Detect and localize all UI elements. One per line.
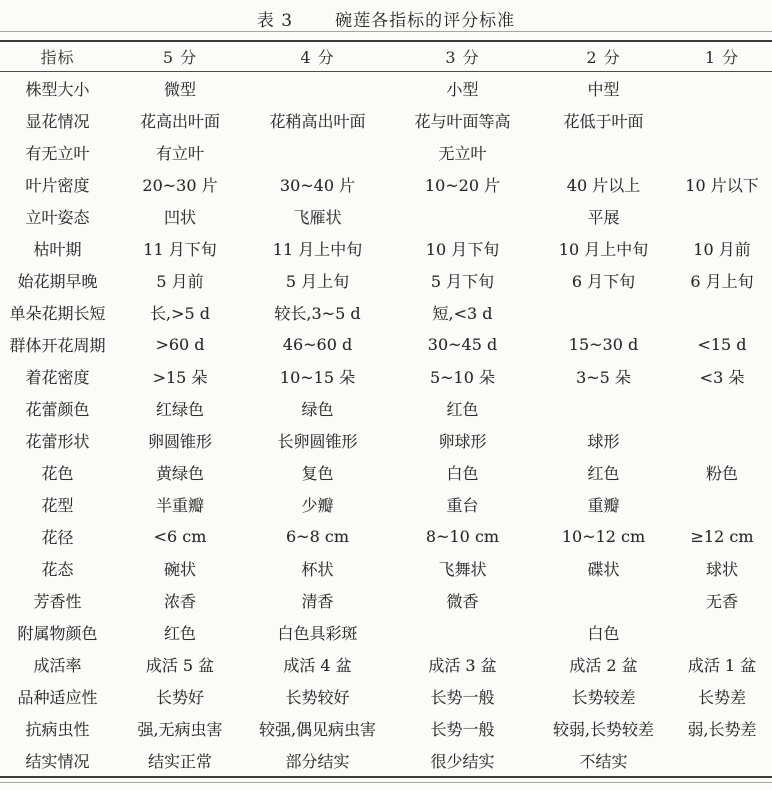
table-row: [0, 264, 772, 296]
table-row: [0, 168, 772, 200]
indicator-label: 结实情况: [25, 751, 90, 771]
table-row: [0, 392, 772, 424]
score-cell: 10~12 cm: [561, 526, 646, 546]
score-cell: [672, 72, 772, 105]
score-cell: 微型: [163, 79, 196, 99]
indicator-label: 品种适应性: [17, 687, 98, 707]
indicator-label: 花型: [41, 495, 74, 515]
indicator-label: 芳香性: [33, 591, 82, 611]
score-cell: 5~10 朵: [429, 367, 496, 387]
score-cell: 8~10 cm: [425, 526, 500, 546]
score-cell: 长势较差: [571, 687, 636, 707]
indicator-label: 成活率: [33, 655, 82, 675]
score-cell: 无立叶: [438, 143, 487, 163]
score-cell: [390, 200, 535, 232]
score-cell: 10 月前: [693, 239, 751, 259]
score-cell: 凹状: [163, 207, 196, 227]
score-cell: >60 d: [155, 334, 205, 354]
score-cell: 长势较好: [285, 687, 350, 707]
table-row: [0, 488, 772, 520]
score-cell: 长,>5 d: [149, 303, 210, 323]
score-cell: 40 片以上: [566, 175, 641, 195]
table-row: [0, 72, 772, 105]
bottom-thin-rule: [0, 782, 772, 783]
table-row: [0, 104, 772, 136]
score-cell: [672, 424, 772, 456]
score-cell: 强,无病虫害: [137, 719, 223, 739]
score-cell: [535, 584, 672, 616]
table-title: 碗莲各指标的评分标准: [335, 11, 516, 31]
indicator-label: 附属物颜色: [17, 623, 98, 643]
score-cell: 长势好: [155, 687, 204, 707]
score-cell: 成活 1 盆: [687, 655, 757, 675]
score-cell: 碗状: [163, 559, 196, 579]
score-cell: 花高出叶面: [139, 111, 220, 131]
indicator-label: 叶片密度: [25, 175, 90, 195]
score-cell: 花稍高出叶面: [269, 111, 366, 131]
col-header-score-5: 5 分: [115, 41, 245, 72]
col-header-score-2: 2 分: [535, 41, 672, 72]
table-row: [0, 552, 772, 584]
score-cell: 10 月上中旬: [558, 239, 649, 259]
score-cell: 长势差: [697, 687, 746, 707]
table-body: [0, 72, 772, 778]
indicator-label: 有无立叶: [25, 143, 90, 163]
score-cell: 成活 3 盆: [428, 655, 497, 675]
score-cell: 6 月下旬: [571, 271, 636, 291]
col-header-score-4: 4 分: [245, 41, 390, 72]
score-cell: 10 月下旬: [425, 239, 500, 259]
table-row: [0, 744, 772, 777]
score-cell: [245, 136, 390, 168]
table-row: [0, 584, 772, 616]
score-cell: 成活 5 盆: [145, 655, 215, 675]
indicator-label: 群体开花周期: [9, 335, 106, 355]
score-cell: 15~30 d: [568, 334, 639, 354]
indicator-label: 花色: [41, 463, 74, 483]
score-cell: 11 月上中旬: [272, 239, 363, 259]
score-cell: 很少结实: [430, 751, 495, 771]
score-cell: 绿色: [301, 399, 334, 419]
table-row: [0, 136, 772, 168]
score-cell: 浓香: [163, 591, 196, 611]
score-cell: >15 朵: [152, 367, 208, 387]
score-cell: 10~15 朵: [279, 367, 356, 387]
score-cell: 平展: [587, 207, 620, 227]
score-cell: 5 月上旬: [285, 271, 350, 291]
score-cell: 卵圆锥形: [147, 431, 212, 451]
score-cell: [672, 744, 772, 777]
score-cell: 46~60 d: [282, 334, 353, 354]
table-row: [0, 456, 772, 488]
top-thin-rule: [0, 31, 772, 32]
table-caption: [0, 0, 772, 31]
score-cell: 不结实: [579, 751, 628, 771]
score-cell: 10~20 片: [424, 175, 501, 195]
score-cell: 20~30 片: [142, 175, 218, 195]
indicator-label: 着花密度: [25, 367, 90, 387]
score-cell: 5 月前: [156, 271, 204, 291]
score-cell: [245, 72, 390, 105]
table-row: [0, 520, 772, 552]
col-header-score-3: 3 分: [390, 41, 535, 72]
score-cell: 成活 4 盆: [283, 655, 352, 675]
score-cell: 3~5 朵: [576, 367, 631, 387]
table-row: [0, 424, 772, 456]
table-row: [0, 648, 772, 680]
score-cell: 无香: [705, 591, 738, 611]
score-cell: 红色: [446, 399, 479, 419]
score-cell: 白色具彩斑: [277, 623, 358, 643]
score-cell: 杯状: [301, 559, 334, 579]
indicator-label: 显花情况: [25, 111, 90, 131]
score-cell: 白色: [587, 623, 620, 643]
score-cell: 有立叶: [155, 143, 204, 163]
score-cell: 中型: [587, 79, 620, 99]
indicator-label: 单朵花期长短: [9, 303, 106, 323]
score-cell: 结实正常: [147, 751, 212, 771]
table-row: [0, 200, 772, 232]
score-cell: 飞雁状: [293, 207, 342, 227]
score-cell: 小型: [446, 79, 479, 99]
score-cell: 重台: [446, 495, 479, 515]
score-cell: 球形: [587, 431, 620, 451]
indicator-label: 始花期早晚: [17, 271, 98, 291]
table-number: 表 3: [256, 11, 294, 31]
score-cell: 红色: [163, 623, 196, 643]
score-cell: 长卵圆锥形: [277, 431, 358, 451]
score-cell: 红绿色: [155, 399, 204, 419]
score-cell: 30~40 片: [279, 175, 356, 195]
indicator-label: 花蕾形状: [25, 431, 90, 451]
col-header-indicator: 指标: [0, 41, 115, 72]
score-cell: 5 月下旬: [430, 271, 495, 291]
score-cell: 短,<3 d: [432, 303, 493, 323]
score-cell: 6~8 cm: [286, 526, 349, 546]
score-cell: 黄绿色: [155, 463, 204, 483]
indicator-label: 花径: [41, 527, 74, 547]
score-cell: ≥12 cm: [690, 526, 754, 546]
score-cell: <6 cm: [153, 526, 207, 546]
score-cell: 重瓣: [587, 495, 620, 515]
table-row: [0, 328, 772, 360]
score-cell: [390, 616, 535, 648]
score-cell: 花与叶面等高: [414, 111, 511, 131]
score-cell: <15 d: [697, 334, 747, 354]
score-cell: 11 月下旬: [143, 239, 217, 259]
score-cell: [672, 392, 772, 424]
score-cell: 红色: [587, 463, 620, 483]
scoring-standards-table: [0, 40, 772, 778]
indicator-label: 枯叶期: [33, 239, 82, 259]
score-cell: 长势一般: [430, 687, 495, 707]
score-cell: 部分结实: [285, 751, 350, 771]
score-cell: 白色: [446, 463, 479, 483]
score-cell: 10 片以下: [685, 175, 759, 195]
score-cell: 成活 2 盆: [569, 655, 638, 675]
score-cell: 弱,长势差: [687, 719, 757, 739]
col-header-score-1: 1 分: [672, 41, 772, 72]
indicator-label: 花态: [41, 559, 74, 579]
table-row: [0, 296, 772, 328]
score-cell: <3 朵: [699, 367, 745, 387]
header-row: [0, 41, 772, 72]
score-cell: [535, 296, 672, 328]
table-row: [0, 616, 772, 648]
score-cell: 粉色: [705, 463, 738, 483]
score-cell: 微香: [446, 591, 479, 611]
score-cell: [535, 392, 672, 424]
indicator-label: 花蕾颜色: [25, 399, 90, 419]
score-cell: [672, 200, 772, 232]
score-cell: 30~45 d: [427, 334, 498, 354]
score-cell: 清香: [301, 591, 334, 611]
score-cell: 长势一般: [430, 719, 495, 739]
table-row: [0, 232, 772, 264]
indicator-label: 立叶姿态: [25, 207, 90, 227]
table-row: [0, 680, 772, 712]
score-cell: 飞舞状: [438, 559, 487, 579]
score-cell: 卵球形: [438, 431, 487, 451]
score-cell: 半重瓣: [155, 495, 204, 515]
score-cell: [672, 296, 772, 328]
score-cell: 较强,偶见病虫害: [258, 719, 377, 739]
score-cell: [672, 104, 772, 136]
score-cell: 花低于叶面: [563, 111, 644, 131]
score-cell: 球状: [705, 559, 738, 579]
score-cell: 较弱,长势较差: [552, 719, 655, 739]
score-cell: 碟状: [587, 559, 620, 579]
score-cell: [535, 136, 672, 168]
score-cell: [672, 616, 772, 648]
score-cell: 6 月上旬: [690, 271, 754, 291]
score-cell: 少瓣: [301, 495, 334, 515]
table-row: [0, 712, 772, 744]
table-row: [0, 360, 772, 392]
score-cell: 复色: [301, 463, 334, 483]
indicator-label: 抗病虫性: [25, 719, 90, 739]
score-cell: [672, 488, 772, 520]
indicator-label: 株型大小: [25, 79, 90, 99]
score-cell: 较长,3~5 d: [274, 303, 361, 323]
score-cell: [672, 136, 772, 168]
